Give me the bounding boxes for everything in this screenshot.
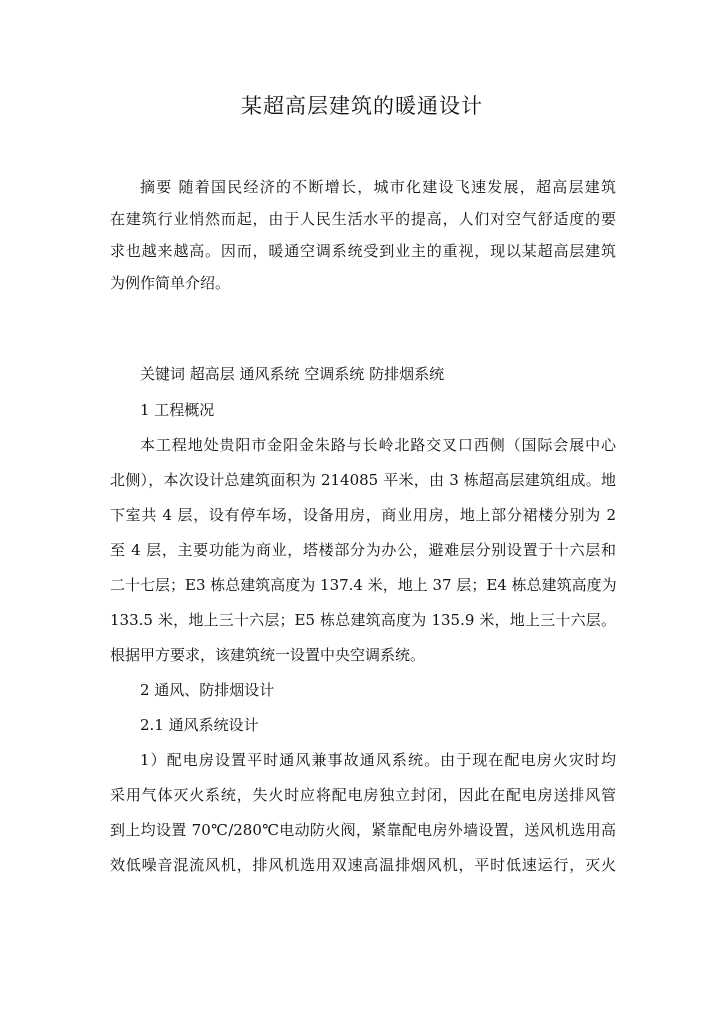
abstract-line: 在建筑行业悄然而起，由于人民生活水平的提高，人们对空气舒适度的要	[110, 210, 616, 228]
body-line: 根据甲方要求，该建筑统一设置中央空调系统。	[110, 646, 426, 664]
abstract-line: 为例作简单介绍。	[110, 274, 231, 292]
body-line: 二十七层；E3 栋总建筑高度为 137.4 米，地上 37 层；E4 栋总建筑高度为	[110, 576, 617, 594]
abstract-line: 求也越来越高。因而，暖通空调系统受到业主的重视，现以某超高层建筑	[110, 242, 616, 260]
body-line: 至 4 层，主要功能为商业，塔楼部分为办公，避难层分别设置于十六层和	[110, 541, 616, 559]
section-heading: 1 工程概况	[140, 401, 215, 419]
body-line: 下室共 4 层，设有停车场，设备用房，商业用房，地上部分裙楼分别为 2	[110, 506, 616, 524]
abstract-line: 摘要 随着国民经济的不断增长，城市化建设飞速发展，超高层建筑	[140, 178, 616, 196]
body-line: 到上均设置 70℃/280℃电动防火阀，紧靠配电房外墙设置，送风机选用高	[110, 821, 616, 839]
body-line: 1）配电房设置平时通风兼事故通风系统。由于现在配电房火灾时均	[140, 751, 616, 769]
body-line: 本工程地处贵阳市金阳金朱路与长岭北路交叉口西侧（国际会展中心	[140, 436, 616, 454]
body-line: 133.5 米，地上三十六层；E5 栋总建筑高度为 135.9 米，地上三十六层。	[110, 611, 616, 629]
document-title: 某超高层建筑的暖通设计	[241, 94, 483, 118]
keywords-line: 关键词 超高层 通风系统 空调系统 防排烟系统	[140, 365, 445, 383]
body-line: 采用气体灭火系统，失火时应将配电房独立封闭，因此在配电房送排风管	[110, 786, 616, 804]
subsection-heading: 2.1 通风系统设计	[140, 716, 259, 734]
body-line: 北侧），本次设计总建筑面积为 214085 平米，由 3 栋超高层建筑组成。地	[110, 471, 616, 489]
body-line: 效低噪音混流风机，排风机选用双速高温排烟风机，平时低速运行，灭火	[110, 856, 616, 874]
section-heading: 2 通风、防排烟设计	[140, 681, 275, 699]
